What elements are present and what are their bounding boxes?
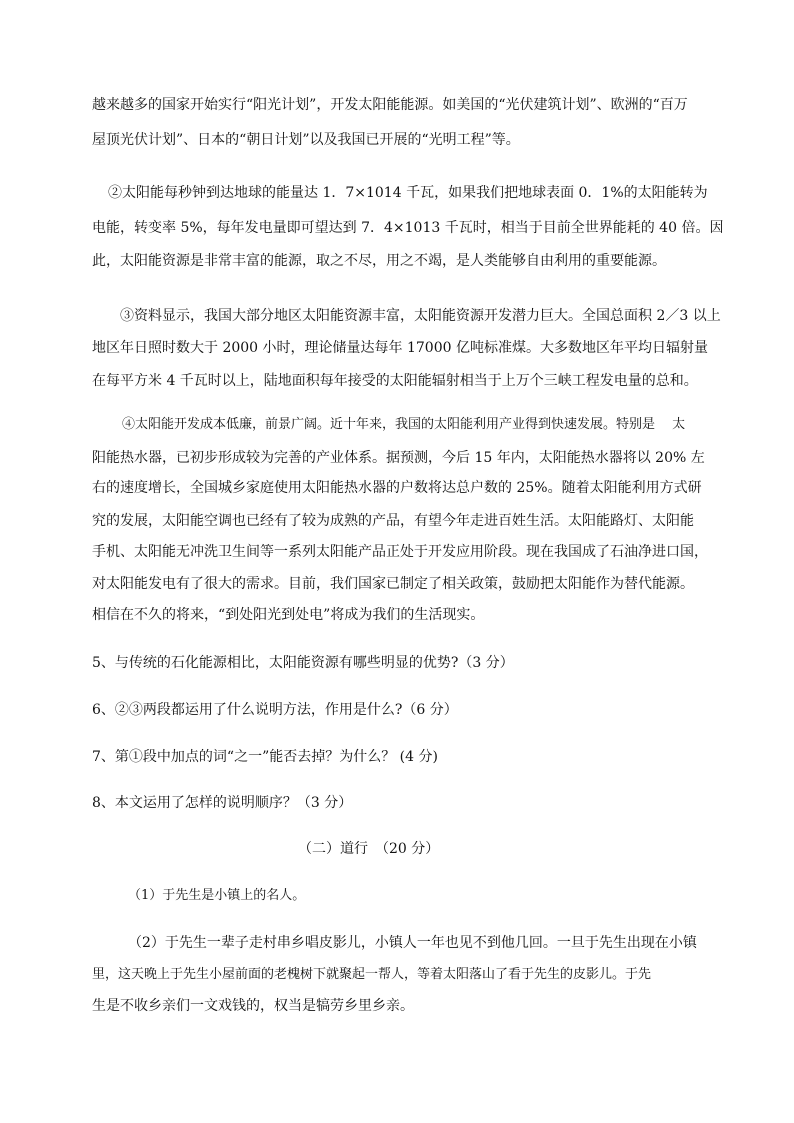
para3-line-3: 在每平方米 4 千瓦时以上，陆地面积每年接受的太阳能辐射相当于上万个三峡工程发电量的总和。 <box>92 373 698 389</box>
para4-line-2: 阳能热水器，已初步形成较为完善的产业体系。据预测，今后 15 年内，太阳能热水器将以 20% 左 <box>92 450 705 466</box>
question-8: 8、本文运用了怎样的说明顺序？（3 分） <box>92 795 353 811</box>
para3-line-1: ③资料显示，我国大部分地区太阳能资源丰富，太阳能资源开发潜力巨大。全国总面积 2／3 以上 <box>120 308 721 324</box>
section-two-p2-line-1: （2）于先生一辈子走村串乡唱皮影儿，小镇人一年也见不到他几回。一旦于先生出现在小镇 <box>128 935 697 951</box>
para2-line-1: ②太阳能每秒钟到达地球的能量达 1．7×1014 千瓦，如果我们把地球表面 0．1%的太阳能转为 <box>108 185 708 201</box>
intro-line-2: 屋顶光伏计划”、日本的“朝日计划”以及我国已开展的“光明工程”等。 <box>92 132 520 148</box>
section-two-p2-line-3: 生是不收乡亲们一文戏钱的，权当是犒劳乡里乡亲。 <box>92 998 414 1014</box>
para4-line-7: 相信在不久的将来，“到处阳光到处电”将成为我们的生活现实。 <box>92 607 485 623</box>
question-7: 7、第①段中加点的词“之一”能否去掉？为什么？ (4 分) <box>92 749 438 765</box>
para4-line-6: 对太阳能发电有了很大的需求。目前，我们国家已制定了相关政策，鼓励把太阳能作为替代能源。 <box>92 576 694 592</box>
section-two-p1: （1）于先生是小镇上的名人。 <box>128 888 306 903</box>
para4-line-1: ④太阳能开发成本低廉，前景广阔。近十年来，我国的太阳能利用产业得到快速发展。特别是 太 <box>122 417 686 432</box>
intro-line-1: 越来越多的国家开始实行“阳光计划”，开发太阳能能源。如美国的“光伏建筑计划”、欧洲的“百万 <box>92 97 688 113</box>
para4-line-3: 右的速度增长，全国城乡家庭使用太阳能热水器的户数将达总户数的 25%。随着太阳能利用方式研 <box>92 480 702 496</box>
para4-line-5: 手机、太阳能无冲洗卫生间等一系列太阳能产品正处于开发应用阶段。现在我国成了石油净进口国， <box>92 544 708 560</box>
section-two-p2-line-2: 里，这天晚上于先生小屋前面的老槐树下就聚起一帮人，等着太阳落山了看于先生的皮影儿。于先 <box>92 967 652 982</box>
question-5: 5、与传统的石化能源相比，太阳能资源有哪些明显的优势?（3 分） <box>92 655 514 671</box>
para4-line-4: 究的发展，太阳能空调也已经有了较为成熟的产品，有望今年走进百姓生活。太阳能路灯、太阳能 <box>92 513 694 529</box>
section-two-title: （二）道行 （20 分） <box>298 841 440 857</box>
para2-line-2: 电能，转变率 5%，每年发电量即可望达到 7．4×1013 千瓦时，相当于目前全世界能耗的 40 倍。因 <box>92 220 724 236</box>
question-6: 6、②③两段都运用了什么说明方法，作用是什么?（6 分） <box>92 702 458 718</box>
para3-line-2: 地区年日照时数大于 2000 小时，理论储量达每年 17000 亿吨标准煤。大多数地区年平均日辐射量 <box>92 340 708 356</box>
para2-line-3: 此，太阳能资源是非常丰富的能源，取之不尽，用之不竭，是人类能够自由利用的重要能源。 <box>92 253 666 269</box>
